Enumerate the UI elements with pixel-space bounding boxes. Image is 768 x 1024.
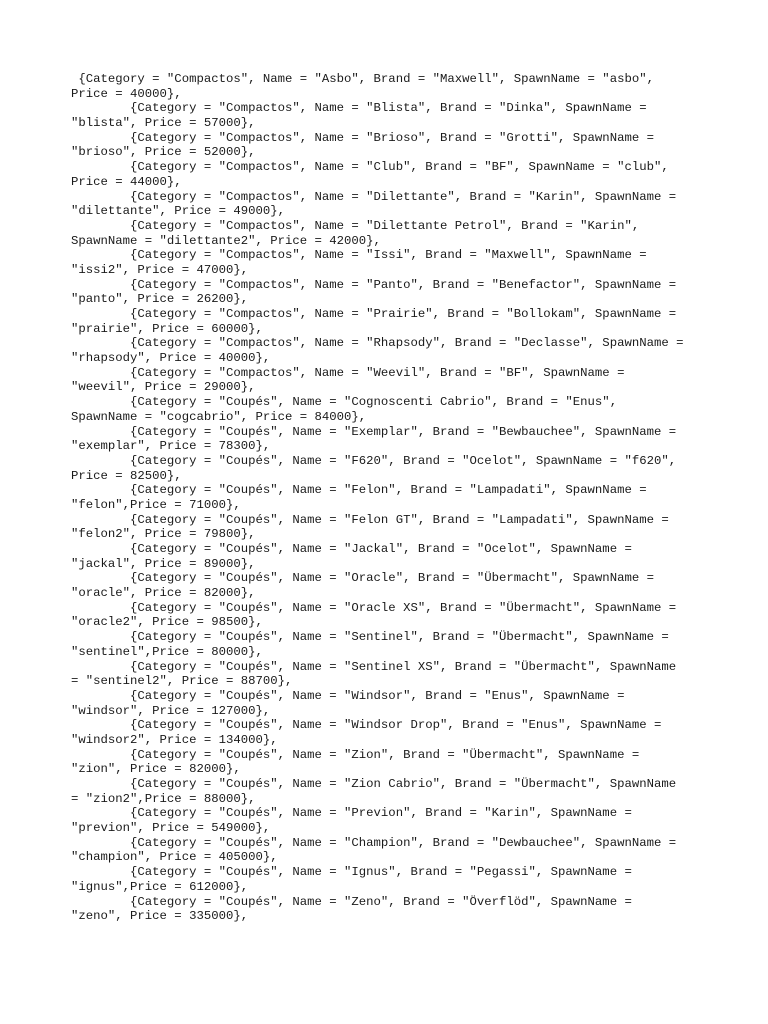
code-line: {Category = "Coupés", Name = "Oracle XS", Brand = "Übermacht", SpawnName = [71, 600, 677, 615]
code-line: Price = 82500}, [71, 468, 182, 483]
code-line: {Category = "Compactos", Name = "Weevil", Brand = "BF", SpawnName = [71, 365, 625, 380]
code-line: Price = 40000}, [71, 86, 182, 101]
code-line: {Category = "Compactos", Name = "Asbo", Brand = "Maxwell", SpawnName = "asbo", [71, 72, 654, 86]
code-line: {Category = "Coupés", Name = "Jackal", Brand = "Ocelot", SpawnName = [71, 542, 632, 556]
code-line: "zion", Price = 82000}, [71, 762, 241, 777]
code-line: "prairie", Price = 60000}, [71, 321, 263, 336]
code-line: {Category = "Compactos", Name = "Blista", Brand = "Dinka", SpawnName = [71, 101, 647, 116]
code-line: SpawnName = "cogcabrio", Price = 84000}, [71, 409, 367, 424]
code-line: {Category = "Compactos", Name = "Prairie", Brand = "Bollokam", SpawnName = [71, 307, 677, 321]
code-line: {Category = "Coupés", Name = "Zeno", Brand = "Överflöd", SpawnName = [71, 894, 632, 909]
code-line: "issi2", Price = 47000}, [71, 262, 249, 277]
code-line: SpawnName = "dilettante2", Price = 42000}, [71, 233, 381, 248]
code-line: "rhapsody", Price = 40000}, [71, 351, 271, 366]
code-line: {Category = "Compactos", Name = "Panto", Brand = "Benefactor", SpawnName = [71, 277, 677, 292]
code-line: {Category = "Compactos", Name = "Rhapsody", Brand = "Declasse", SpawnName = [71, 336, 684, 351]
code-line: {Category = "Coupés", Name = "Cognoscenti Cabrio", Brand = "Enus", [71, 395, 618, 410]
code-line: {Category = "Coupés", Name = "Exemplar", Brand = "Bewbauchee", SpawnName = [71, 424, 677, 439]
code-line: "windsor", Price = 127000}, [71, 703, 271, 718]
code-line: {Category = "Coupés", Name = "Sentinel XS", Brand = "Übermacht", SpawnName [71, 659, 677, 674]
code-line: {Category = "Coupés", Name = "Sentinel", Brand = "Übermacht", SpawnName = [71, 630, 669, 645]
code-line: = "zion2",Price = 88000}, [71, 791, 256, 806]
code-line: "felon",Price = 71000}, [71, 497, 241, 512]
code-line: "oracle", Price = 82000}, [71, 586, 256, 601]
code-line: "weevil", Price = 29000}, [71, 380, 256, 395]
code-line: {Category = "Compactos", Name = "Dilettante", Brand = "Karin", SpawnName = [71, 189, 677, 204]
code-line: "sentinel",Price = 80000}, [71, 644, 263, 659]
code-line: {Category = "Compactos", Name = "Dilettante Petrol", Brand = "Karin", [71, 218, 640, 233]
code-line: {Category = "Coupés", Name = "Zion", Brand = "Übermacht", SpawnName = [71, 747, 640, 762]
code-line: {Category = "Coupés", Name = "Champion", Brand = "Dewbauchee", SpawnName = [71, 835, 677, 850]
code-line: {Category = "Coupés", Name = "Zion Cabrio", Brand = "Übermacht", SpawnName [71, 777, 677, 791]
code-line: "windsor2", Price = 134000}, [71, 732, 278, 747]
code-line: {Category = "Compactos", Name = "Issi", Brand = "Maxwell", SpawnName = [71, 248, 647, 263]
code-listing [71, 72, 711, 924]
code-line: = "sentinel2", Price = 88700}, [71, 674, 293, 689]
code-line: "champion", Price = 405000}, [71, 850, 278, 865]
code-line: "ignus",Price = 612000}, [71, 879, 249, 894]
code-line: "brioso", Price = 52000}, [71, 145, 256, 160]
code-line: {Category = "Coupés", Name = "Felon", Brand = "Lampadati", SpawnName = [71, 483, 647, 498]
code-line: "jackal", Price = 89000}, [71, 556, 256, 571]
code-line: {Category = "Coupés", Name = "Ignus", Brand = "Pegassi", SpawnName = [71, 865, 632, 880]
code-line: {Category = "Coupés", Name = "Felon GT", Brand = "Lampadati", SpawnName = [71, 512, 669, 527]
code-line: {Category = "Coupés", Name = "F620", Brand = "Ocelot", SpawnName = "f620", [71, 453, 677, 468]
code-line: {Category = "Coupés", Name = "Windsor Drop", Brand = "Enus", SpawnName = [71, 718, 662, 733]
code-line: {Category = "Compactos", Name = "Club", Brand = "BF", SpawnName = "club", [71, 160, 669, 175]
code-line: "blista", Price = 57000}, [71, 116, 256, 131]
code-line: "oracle2", Price = 98500}, [71, 615, 263, 630]
code-line: Price = 44000}, [71, 174, 182, 189]
code-line: "felon2", Price = 79800}, [71, 527, 256, 542]
code-line: "panto", Price = 26200}, [71, 292, 249, 307]
code-line: "previon", Price = 549000}, [71, 821, 271, 836]
code-line: {Category = "Coupés", Name = "Oracle", Brand = "Übermacht", SpawnName = [71, 571, 654, 586]
code-line: {Category = "Coupés", Name = "Previon", Brand = "Karin", SpawnName = [71, 806, 632, 821]
code-line: "zeno", Price = 335000}, [71, 909, 249, 924]
code-line: "exemplar", Price = 78300}, [71, 439, 271, 454]
code-line: "dilettante", Price = 49000}, [71, 204, 286, 219]
code-line: {Category = "Coupés", Name = "Windsor", Brand = "Enus", SpawnName = [71, 688, 625, 703]
code-line: {Category = "Compactos", Name = "Brioso", Brand = "Grotti", SpawnName = [71, 130, 654, 145]
